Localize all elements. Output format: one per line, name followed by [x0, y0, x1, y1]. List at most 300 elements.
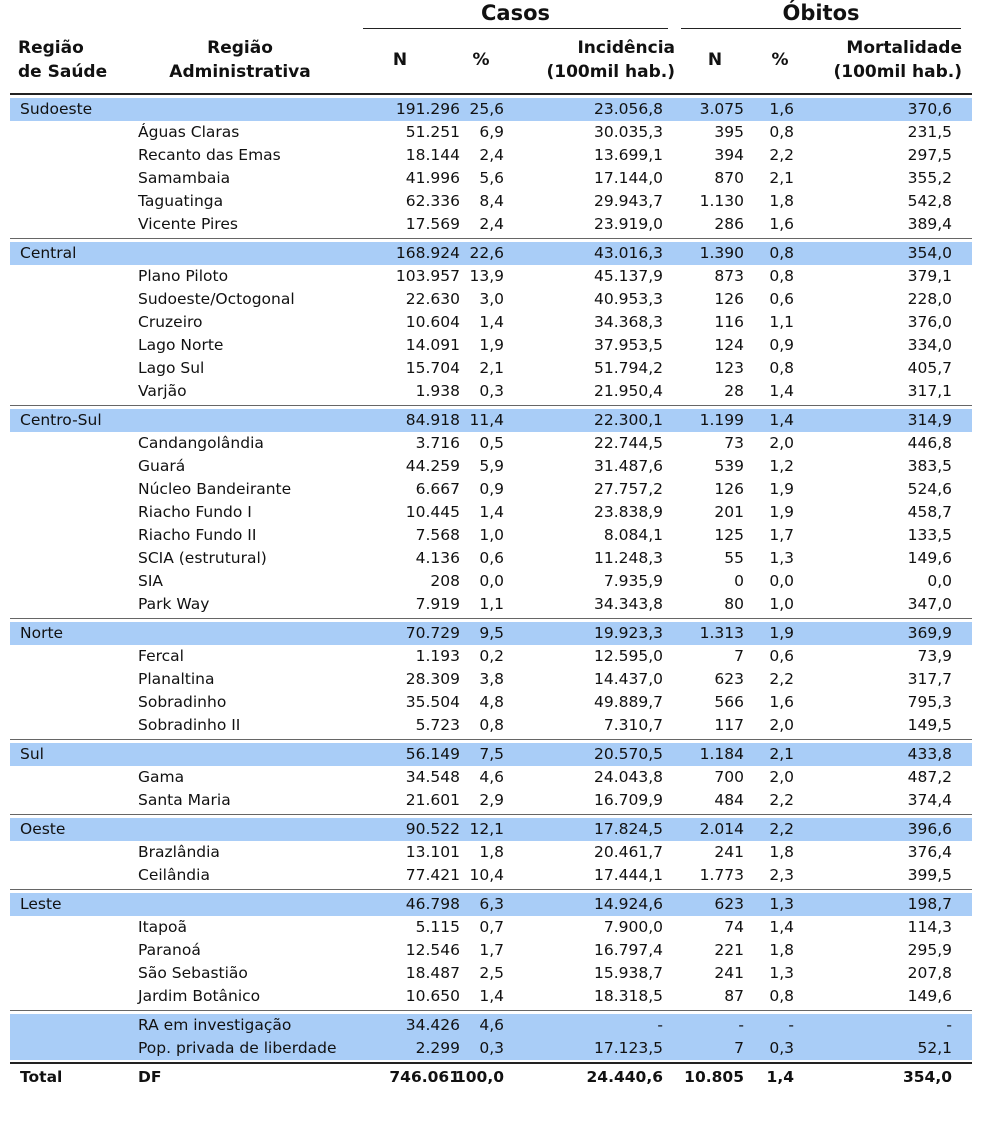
cell-c7: 355,2 [907, 169, 952, 187]
cell-c7: 314,9 [907, 411, 952, 429]
cell-c3: 6,3 [479, 895, 504, 913]
cell-c7: 207,8 [907, 964, 952, 982]
group-separator [10, 1010, 972, 1011]
cell-c4: 15.938,7 [593, 964, 663, 982]
cell-c4: 22.300,1 [593, 411, 663, 429]
cell-c2: 103.957 [395, 267, 460, 285]
obitos-group-header: Óbitos [782, 1, 860, 25]
cell-c2: 5.723 [415, 716, 460, 734]
cell-c4: 14.437,0 [593, 670, 663, 688]
cell-c2: 7.568 [415, 526, 460, 544]
cell-c0: Norte [20, 624, 64, 642]
cell-c6: 2,2 [769, 146, 794, 164]
cell-c5: 126 [714, 480, 744, 498]
casos-group-rule [363, 28, 668, 29]
cell-c7: 114,3 [907, 918, 952, 936]
cell-c7: 317,1 [907, 382, 952, 400]
cell-c7: 405,7 [907, 359, 952, 377]
cell-c4: 37.953,5 [593, 336, 663, 354]
cell-c1: Gama [138, 768, 185, 786]
cell-c3: 12,1 [469, 820, 504, 838]
cell-c5: 623 [714, 670, 744, 688]
cell-c2: 84.918 [405, 411, 460, 429]
cell-c7: 354,0 [902, 1068, 952, 1086]
cell-c3: 7,5 [479, 745, 504, 763]
cell-c4: 19.923,3 [593, 624, 663, 642]
table-row [10, 265, 972, 288]
cell-c5: 201 [714, 503, 744, 521]
cell-c5: 1.130 [699, 192, 744, 210]
cell-c7: 347,0 [907, 595, 952, 613]
cell-c4: 14.924,6 [593, 895, 663, 913]
header-rule [10, 93, 972, 95]
region-row [10, 98, 972, 121]
cell-c4: 20.570,5 [593, 745, 663, 763]
col-header-casos-n: N [392, 50, 408, 70]
cell-c6: 1,4 [769, 918, 794, 936]
cell-c2: 51.251 [405, 123, 460, 141]
cell-c6: 2,2 [769, 670, 794, 688]
cell-c6: 0,3 [769, 1039, 794, 1057]
cell-c4: 17.123,5 [593, 1039, 663, 1057]
cell-c4: 20.461,7 [593, 843, 663, 861]
cell-c5: 80 [724, 595, 744, 613]
cell-c4: 31.487,6 [593, 457, 663, 475]
cell-c2: 62.336 [405, 192, 460, 210]
cell-c5: 1.199 [699, 411, 744, 429]
cell-c5: 623 [714, 895, 744, 913]
cell-c0: Sul [20, 745, 44, 763]
cell-c7: 396,6 [907, 820, 952, 838]
cell-c2: 3.716 [415, 434, 460, 452]
cell-c4: 18.318,5 [593, 987, 663, 1005]
cell-c3: 1,1 [479, 595, 504, 613]
cell-c4: 30.035,3 [593, 123, 663, 141]
table-row [10, 766, 972, 789]
cell-c6: 1,8 [769, 843, 794, 861]
cell-c4: 23.919,0 [593, 215, 663, 233]
cell-c4: 34.368,3 [593, 313, 663, 331]
cell-c5: - [738, 1016, 744, 1034]
cell-c5: 873 [714, 267, 744, 285]
cell-c6: 1,9 [769, 503, 794, 521]
cell-c7: 383,5 [907, 457, 952, 475]
cell-c2: 90.522 [405, 820, 460, 838]
col-header-casos-pct: % [472, 50, 490, 70]
cell-c6: 0,0 [769, 572, 794, 590]
table-row [10, 962, 972, 985]
cell-c1: SIA [138, 572, 164, 590]
cell-c1: Varjão [138, 382, 187, 400]
cell-c4: 11.248,3 [593, 549, 663, 567]
cell-c1: Pop. privada de liberdade [138, 1039, 337, 1057]
cell-c4: 23.056,8 [593, 100, 663, 118]
cell-c2: 1.193 [415, 647, 460, 665]
group-separator [10, 238, 972, 239]
cell-c4: 17.144,0 [593, 169, 663, 187]
cell-c3: 4,6 [479, 1016, 504, 1034]
cell-c1: Vicente Pires [138, 215, 238, 233]
cell-c3: 11,4 [469, 411, 504, 429]
obitos-group-rule [681, 28, 961, 29]
cell-c4: 12.595,0 [593, 647, 663, 665]
col-header-mortalidade: Mortalidade (100mil hab.) [833, 38, 962, 82]
table-row [10, 213, 972, 236]
cell-c6: 1,4 [769, 411, 794, 429]
cell-c6: 2,1 [769, 745, 794, 763]
cell-c3: 0,7 [479, 918, 504, 936]
cell-c6: 1,1 [769, 313, 794, 331]
cell-c1: Fercal [138, 647, 184, 665]
cell-c3: 10,4 [469, 866, 504, 884]
table-row [10, 547, 972, 570]
cell-c4: 13.699,1 [593, 146, 663, 164]
cell-c3: 0,0 [479, 572, 504, 590]
cell-c1: São Sebastião [138, 964, 248, 982]
cell-c7: - [946, 1016, 952, 1034]
cell-c6: 0,8 [769, 123, 794, 141]
cell-c5: 117 [714, 716, 744, 734]
cell-c2: 6.667 [415, 480, 460, 498]
cell-c3: 1,8 [479, 843, 504, 861]
cell-c3: 5,6 [479, 169, 504, 187]
cell-c3: 0,8 [479, 716, 504, 734]
casos-group-header: Casos [480, 1, 550, 25]
table-row [10, 668, 972, 691]
cell-c4: 7.310,7 [603, 716, 663, 734]
cell-c7: 0,0 [927, 572, 952, 590]
table-row [10, 144, 972, 167]
cell-c6: 0,8 [769, 987, 794, 1005]
cell-c1: Sobradinho [138, 693, 227, 711]
group-separator [10, 618, 972, 619]
cell-c7: 379,1 [907, 267, 952, 285]
cell-c4: 23.838,9 [593, 503, 663, 521]
cell-c5: 10.805 [684, 1068, 744, 1086]
cell-c2: 46.798 [405, 895, 460, 913]
cell-c6: 2,0 [769, 768, 794, 786]
cell-c6: 2,3 [769, 866, 794, 884]
table-row [10, 455, 972, 478]
cell-c5: 2.014 [699, 820, 744, 838]
cell-c6: 1,0 [769, 595, 794, 613]
cell-c3: 9,5 [479, 624, 504, 642]
col-header-obitos-pct: % [771, 50, 789, 70]
cell-c5: 123 [714, 359, 744, 377]
col-header-incidencia: Incidência (100mil hab.) [546, 38, 675, 82]
cell-c1: Sudoeste/Octogonal [138, 290, 295, 308]
cell-c7: 228,0 [907, 290, 952, 308]
cell-c5: 124 [714, 336, 744, 354]
cell-c3: 100,0 [454, 1068, 504, 1086]
cell-c1: Santa Maria [138, 791, 231, 809]
table-row [10, 357, 972, 380]
cell-c2: 1.938 [415, 382, 460, 400]
cell-c1: Paranoá [138, 941, 201, 959]
region-row [10, 743, 972, 766]
table-row [10, 334, 972, 357]
table-row [10, 121, 972, 144]
cell-c2: 22.630 [405, 290, 460, 308]
cell-c0: Centro-Sul [20, 411, 102, 429]
cell-c4: 45.137,9 [593, 267, 663, 285]
cell-c3: 3,8 [479, 670, 504, 688]
cell-c4: 17.824,5 [593, 820, 663, 838]
cell-c7: 795,3 [907, 693, 952, 711]
cell-c3: 4,6 [479, 768, 504, 786]
cell-c7: 198,7 [907, 895, 952, 913]
cell-c5: 241 [714, 964, 744, 982]
cell-c1: Planaltina [138, 670, 215, 688]
table-row [10, 570, 972, 593]
cell-c1: Guará [138, 457, 186, 475]
cell-c4: 24.440,6 [586, 1068, 663, 1086]
cell-c7: 149,5 [907, 716, 952, 734]
cell-c2: 746.061 [389, 1068, 460, 1086]
cell-c1: Jardim Botânico [138, 987, 261, 1005]
cell-c5: 126 [714, 290, 744, 308]
total-rule [10, 1062, 972, 1064]
cell-c6: 0,9 [769, 336, 794, 354]
cell-c7: 399,5 [907, 866, 952, 884]
cell-c7: 334,0 [907, 336, 952, 354]
cell-c6: 2,2 [769, 820, 794, 838]
cell-c7: 295,9 [907, 941, 952, 959]
cell-c1: RA em investigação [138, 1016, 292, 1034]
cell-c6: 1,6 [769, 215, 794, 233]
cell-c5: 700 [714, 768, 744, 786]
cell-c3: 13,9 [469, 267, 504, 285]
cell-c2: 10.445 [405, 503, 460, 521]
table-row [10, 190, 972, 213]
cell-c3: 25,6 [469, 100, 504, 118]
cell-c2: 2.299 [415, 1039, 460, 1057]
cell-c2: 10.604 [405, 313, 460, 331]
cell-c5: 7 [734, 647, 744, 665]
cell-c6: 0,8 [769, 359, 794, 377]
cell-c3: 1,7 [479, 941, 504, 959]
table-row [10, 939, 972, 962]
cell-c6: 1,3 [769, 895, 794, 913]
col-header-regiao-saude: Região de Saúde [18, 38, 108, 82]
cell-c3: 1,4 [479, 313, 504, 331]
cell-c5: 1.390 [699, 244, 744, 262]
cell-c2: 10.650 [405, 987, 460, 1005]
cell-c7: 487,2 [907, 768, 952, 786]
cell-c7: 433,8 [907, 745, 952, 763]
table-row [10, 311, 972, 334]
cell-c1: Ceilândia [138, 866, 210, 884]
cell-c3: 6,9 [479, 123, 504, 141]
table-row [10, 524, 972, 547]
cell-c1: Itapoã [138, 918, 187, 936]
cell-c2: 4.136 [415, 549, 460, 567]
cell-c0: Leste [20, 895, 62, 913]
cell-c5: 55 [724, 549, 744, 567]
table-row [10, 789, 972, 812]
cell-c5: 286 [714, 215, 744, 233]
cell-c5: 87 [724, 987, 744, 1005]
cell-c5: 394 [714, 146, 744, 164]
table-row [10, 593, 972, 616]
cell-c3: 0,3 [479, 382, 504, 400]
special-row [10, 1014, 972, 1037]
cell-c2: 21.601 [405, 791, 460, 809]
cell-c6: 0,6 [769, 290, 794, 308]
cell-c1: Lago Sul [138, 359, 205, 377]
cell-c3: 3,0 [479, 290, 504, 308]
cell-c1: Recanto das Emas [138, 146, 281, 164]
cell-c2: 18.487 [405, 964, 460, 982]
table-row [10, 380, 972, 403]
cell-c6: 1,3 [769, 964, 794, 982]
cell-c2: 15.704 [405, 359, 460, 377]
cell-c7: 524,6 [907, 480, 952, 498]
cell-c3: 4,8 [479, 693, 504, 711]
cell-c7: 369,9 [907, 624, 952, 642]
cell-c6: - [788, 1016, 794, 1034]
cell-c1: Núcleo Bandeirante [138, 480, 292, 498]
cell-c7: 374,4 [907, 791, 952, 809]
cell-c6: 1,9 [769, 480, 794, 498]
cell-c3: 0,9 [479, 480, 504, 498]
cell-c7: 149,6 [907, 987, 952, 1005]
cell-c5: 7 [734, 1039, 744, 1057]
cell-c4: 24.043,8 [593, 768, 663, 786]
cell-c4: 7.900,0 [603, 918, 663, 936]
table-row [10, 432, 972, 455]
table-row [10, 501, 972, 524]
region-row [10, 622, 972, 645]
region-row [10, 242, 972, 265]
cell-c5: 870 [714, 169, 744, 187]
cell-c1: Riacho Fundo I [138, 503, 252, 521]
cell-c7: 73,9 [917, 647, 952, 665]
col-header-regiao-administrativa: Região Administrativa [169, 38, 311, 82]
cell-c5: 395 [714, 123, 744, 141]
cell-c3: 8,4 [479, 192, 504, 210]
cell-c5: 484 [714, 791, 744, 809]
cell-c2: 28.309 [405, 670, 460, 688]
cell-c6: 1,8 [769, 192, 794, 210]
table-row [10, 985, 972, 1008]
cell-c2: 34.548 [405, 768, 460, 786]
table-row [10, 288, 972, 311]
cell-c1: Brazlândia [138, 843, 220, 861]
cell-c5: 1.773 [699, 866, 744, 884]
table-row [10, 841, 972, 864]
cell-c4: 21.950,4 [593, 382, 663, 400]
cell-c2: 191.296 [395, 100, 460, 118]
cell-c4: 7.935,9 [603, 572, 663, 590]
cell-c5: 1.184 [699, 745, 744, 763]
cell-c5: 28 [724, 382, 744, 400]
cell-c1: Cruzeiro [138, 313, 203, 331]
cell-c6: 1,6 [769, 693, 794, 711]
cell-c5: 73 [724, 434, 744, 452]
cell-c6: 1,8 [769, 941, 794, 959]
cell-c1: Riacho Fundo II [138, 526, 257, 544]
cell-c6: 1,4 [766, 1068, 794, 1086]
cell-c3: 2,9 [479, 791, 504, 809]
region-row [10, 818, 972, 841]
cell-c2: 208 [430, 572, 460, 590]
cell-c4: 43.016,3 [593, 244, 663, 262]
cell-c5: 539 [714, 457, 744, 475]
cell-c3: 1,0 [479, 526, 504, 544]
cell-c2: 44.259 [405, 457, 460, 475]
cell-c0: Sudoeste [20, 100, 93, 118]
cell-c7: 297,5 [907, 146, 952, 164]
region-row [10, 893, 972, 916]
cell-c5: 0 [734, 572, 744, 590]
cell-c2: 35.504 [405, 693, 460, 711]
cell-c7: 458,7 [907, 503, 952, 521]
table-row [10, 714, 972, 737]
cell-c1: SCIA (estrutural) [138, 549, 267, 567]
cell-c3: 22,6 [469, 244, 504, 262]
cell-c7: 149,6 [907, 549, 952, 567]
cell-c0: Total [20, 1068, 63, 1086]
cell-c0: Central [20, 244, 77, 262]
cell-c2: 7.919 [415, 595, 460, 613]
cell-c4: 8.084,1 [603, 526, 663, 544]
cell-c5: 1.313 [699, 624, 744, 642]
cell-c6: 2,0 [769, 434, 794, 452]
group-separator [10, 405, 972, 406]
region-row [10, 409, 972, 432]
table-row [10, 691, 972, 714]
table-row [10, 864, 972, 887]
table-row [10, 167, 972, 190]
cell-c6: 0,8 [769, 244, 794, 262]
cell-c1: Sobradinho II [138, 716, 241, 734]
cell-c4: 29.943,7 [593, 192, 663, 210]
cell-c5: 116 [714, 313, 744, 331]
cell-c3: 1,9 [479, 336, 504, 354]
cell-c5: 3.075 [699, 100, 744, 118]
cell-c7: 317,7 [907, 670, 952, 688]
cell-c7: 389,4 [907, 215, 952, 233]
cell-c7: 542,8 [907, 192, 952, 210]
cell-c6: 1,3 [769, 549, 794, 567]
cell-c1: Taguatinga [138, 192, 224, 210]
cell-c2: 12.546 [405, 941, 460, 959]
cell-c2: 5.115 [415, 918, 460, 936]
total-row [10, 1066, 972, 1089]
cell-c5: 221 [714, 941, 744, 959]
cell-c4: 16.709,9 [593, 791, 663, 809]
cell-c7: 52,1 [917, 1039, 952, 1057]
cell-c4: - [657, 1016, 663, 1034]
table-row [10, 916, 972, 939]
cell-c6: 1,4 [769, 382, 794, 400]
cell-c4: 27.757,2 [593, 480, 663, 498]
cell-c2: 34.426 [405, 1016, 460, 1034]
cell-c5: 74 [724, 918, 744, 936]
cell-c2: 14.091 [405, 336, 460, 354]
cell-c6: 1,2 [769, 457, 794, 475]
cell-c6: 1,6 [769, 100, 794, 118]
cell-c7: 370,6 [907, 100, 952, 118]
cell-c2: 77.421 [405, 866, 460, 884]
cell-c1: Águas Claras [138, 123, 240, 141]
cell-c3: 2,1 [479, 359, 504, 377]
group-separator [10, 814, 972, 815]
cell-c4: 22.744,5 [593, 434, 663, 452]
cell-c4: 49.889,7 [593, 693, 663, 711]
cell-c2: 41.996 [405, 169, 460, 187]
